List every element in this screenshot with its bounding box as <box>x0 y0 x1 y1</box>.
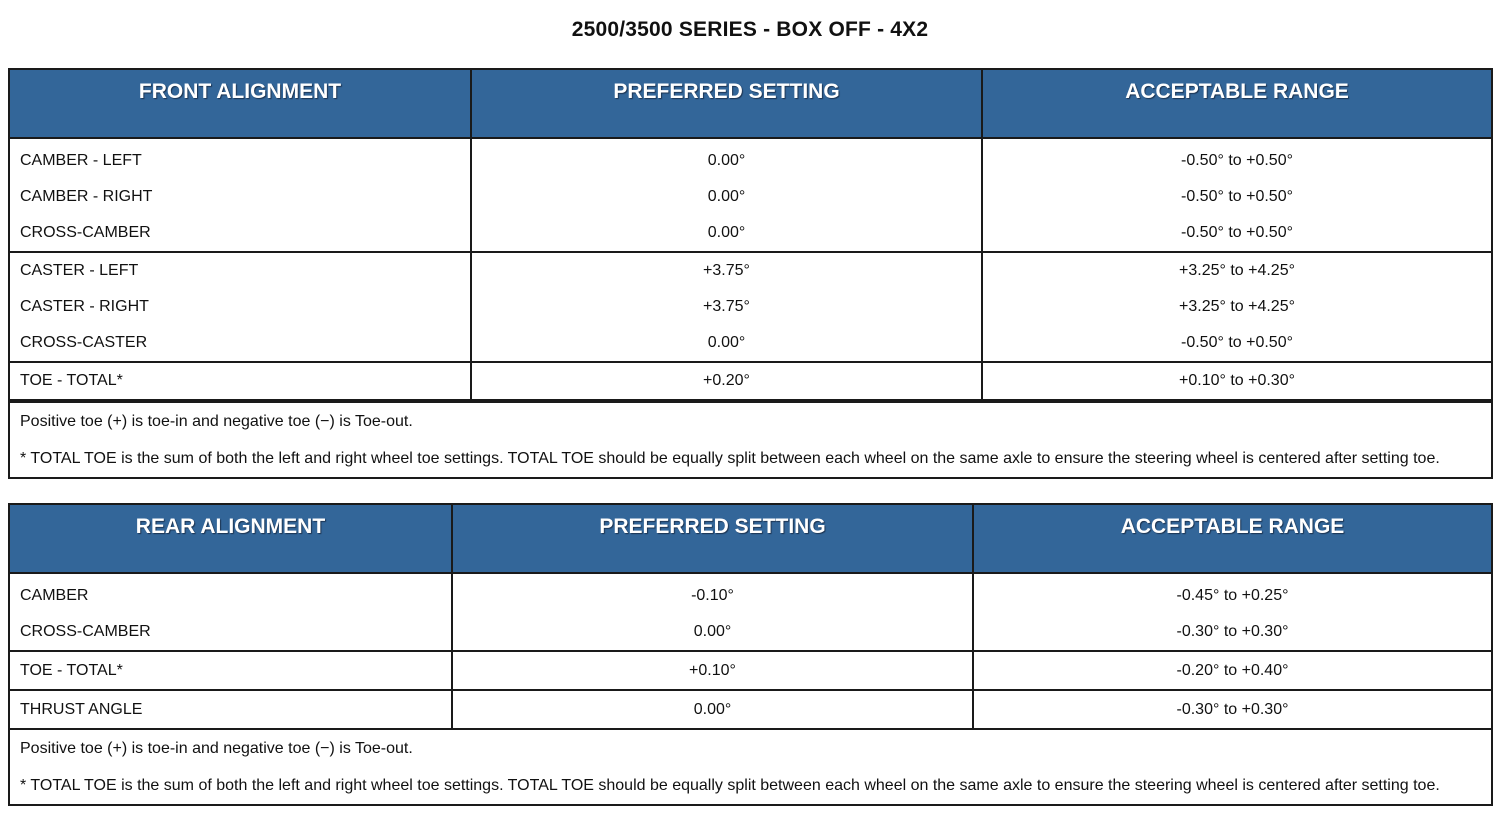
front-header-range: ACCEPTABLE RANGE <box>982 69 1492 138</box>
table-row <box>9 573 1492 614</box>
table-row <box>9 614 1492 651</box>
row-label: TOE - TOTAL* <box>9 651 452 690</box>
table-row <box>9 252 1492 289</box>
preferred-value: 0.00° <box>471 325 982 362</box>
front-header-alignment: FRONT ALIGNMENT <box>9 69 471 138</box>
range-value: +3.25° to +4.25° <box>982 289 1492 325</box>
toe-direction-note: Positive toe (+) is toe-in and negative toe (−) is Toe-out. <box>9 401 1492 441</box>
range-value: -0.50° to +0.50° <box>982 138 1492 179</box>
row-label: TOE - TOTAL* <box>9 362 471 401</box>
preferred-value: +3.75° <box>471 252 982 289</box>
rear-alignment-table <box>8 503 1493 806</box>
front-alignment-table <box>8 68 1493 479</box>
row-label: CASTER - LEFT <box>9 252 471 289</box>
rear-header-range: ACCEPTABLE RANGE <box>973 504 1492 573</box>
preferred-value: +0.10° <box>452 651 973 690</box>
preferred-value: 0.00° <box>471 179 982 215</box>
table-row <box>9 362 1492 401</box>
row-label: CROSS-CAMBER <box>9 215 471 252</box>
range-value: -0.50° to +0.50° <box>982 325 1492 362</box>
range-value: -0.45° to +0.25° <box>973 573 1492 614</box>
table-row <box>9 651 1492 690</box>
preferred-value: -0.10° <box>452 573 973 614</box>
note-row <box>9 441 1492 478</box>
note-row <box>9 729 1492 768</box>
range-value: -0.50° to +0.50° <box>982 179 1492 215</box>
table-row <box>9 690 1492 729</box>
row-label: CROSS-CASTER <box>9 325 471 362</box>
table-row <box>9 289 1492 325</box>
row-label: CASTER - RIGHT <box>9 289 471 325</box>
row-label: CAMBER - LEFT <box>9 138 471 179</box>
row-label: CROSS-CAMBER <box>9 614 452 651</box>
preferred-value: 0.00° <box>452 690 973 729</box>
range-value: -0.30° to +0.30° <box>973 690 1492 729</box>
page-title: 2500/3500 SERIES - BOX OFF - 4X2 <box>571 18 929 41</box>
preferred-value: 0.00° <box>452 614 973 651</box>
row-label: THRUST ANGLE <box>9 690 452 729</box>
row-label: CAMBER - RIGHT <box>9 179 471 215</box>
rear-header-alignment: REAR ALIGNMENT <box>9 504 452 573</box>
preferred-value: 0.00° <box>471 138 982 179</box>
range-value: -0.20° to +0.40° <box>973 651 1492 690</box>
total-toe-note: * TOTAL TOE is the sum of both the left and right wheel toe settings. TOTAL TOE should be equally split between each wheel on the same axle to ensure the steering wheel is centered after setting toe. <box>9 768 1492 805</box>
range-value: +0.10° to +0.30° <box>982 362 1492 401</box>
note-row <box>9 401 1492 441</box>
toe-direction-note: Positive toe (+) is toe-in and negative toe (−) is Toe-out. <box>9 729 1492 768</box>
front-header-preferred: PREFERRED SETTING <box>471 69 982 138</box>
preferred-value: 0.00° <box>471 215 982 252</box>
rear-header-preferred: PREFERRED SETTING <box>452 504 973 573</box>
total-toe-note: * TOTAL TOE is the sum of both the left and right wheel toe settings. TOTAL TOE should be equally split between each wheel on the same axle to ensure the steering wheel is centered after setting toe. <box>9 441 1492 478</box>
row-label: CAMBER <box>9 573 452 614</box>
table-row <box>9 179 1492 215</box>
range-value: -0.50° to +0.50° <box>982 215 1492 252</box>
table-row <box>9 215 1492 252</box>
note-row <box>9 768 1492 805</box>
rear-header-row <box>9 504 1492 573</box>
table-row <box>9 325 1492 362</box>
preferred-value: +0.20° <box>471 362 982 401</box>
front-header-row <box>9 69 1492 138</box>
table-row <box>9 138 1492 179</box>
range-value: +3.25° to +4.25° <box>982 252 1492 289</box>
preferred-value: +3.75° <box>471 289 982 325</box>
range-value: -0.30° to +0.30° <box>973 614 1492 651</box>
